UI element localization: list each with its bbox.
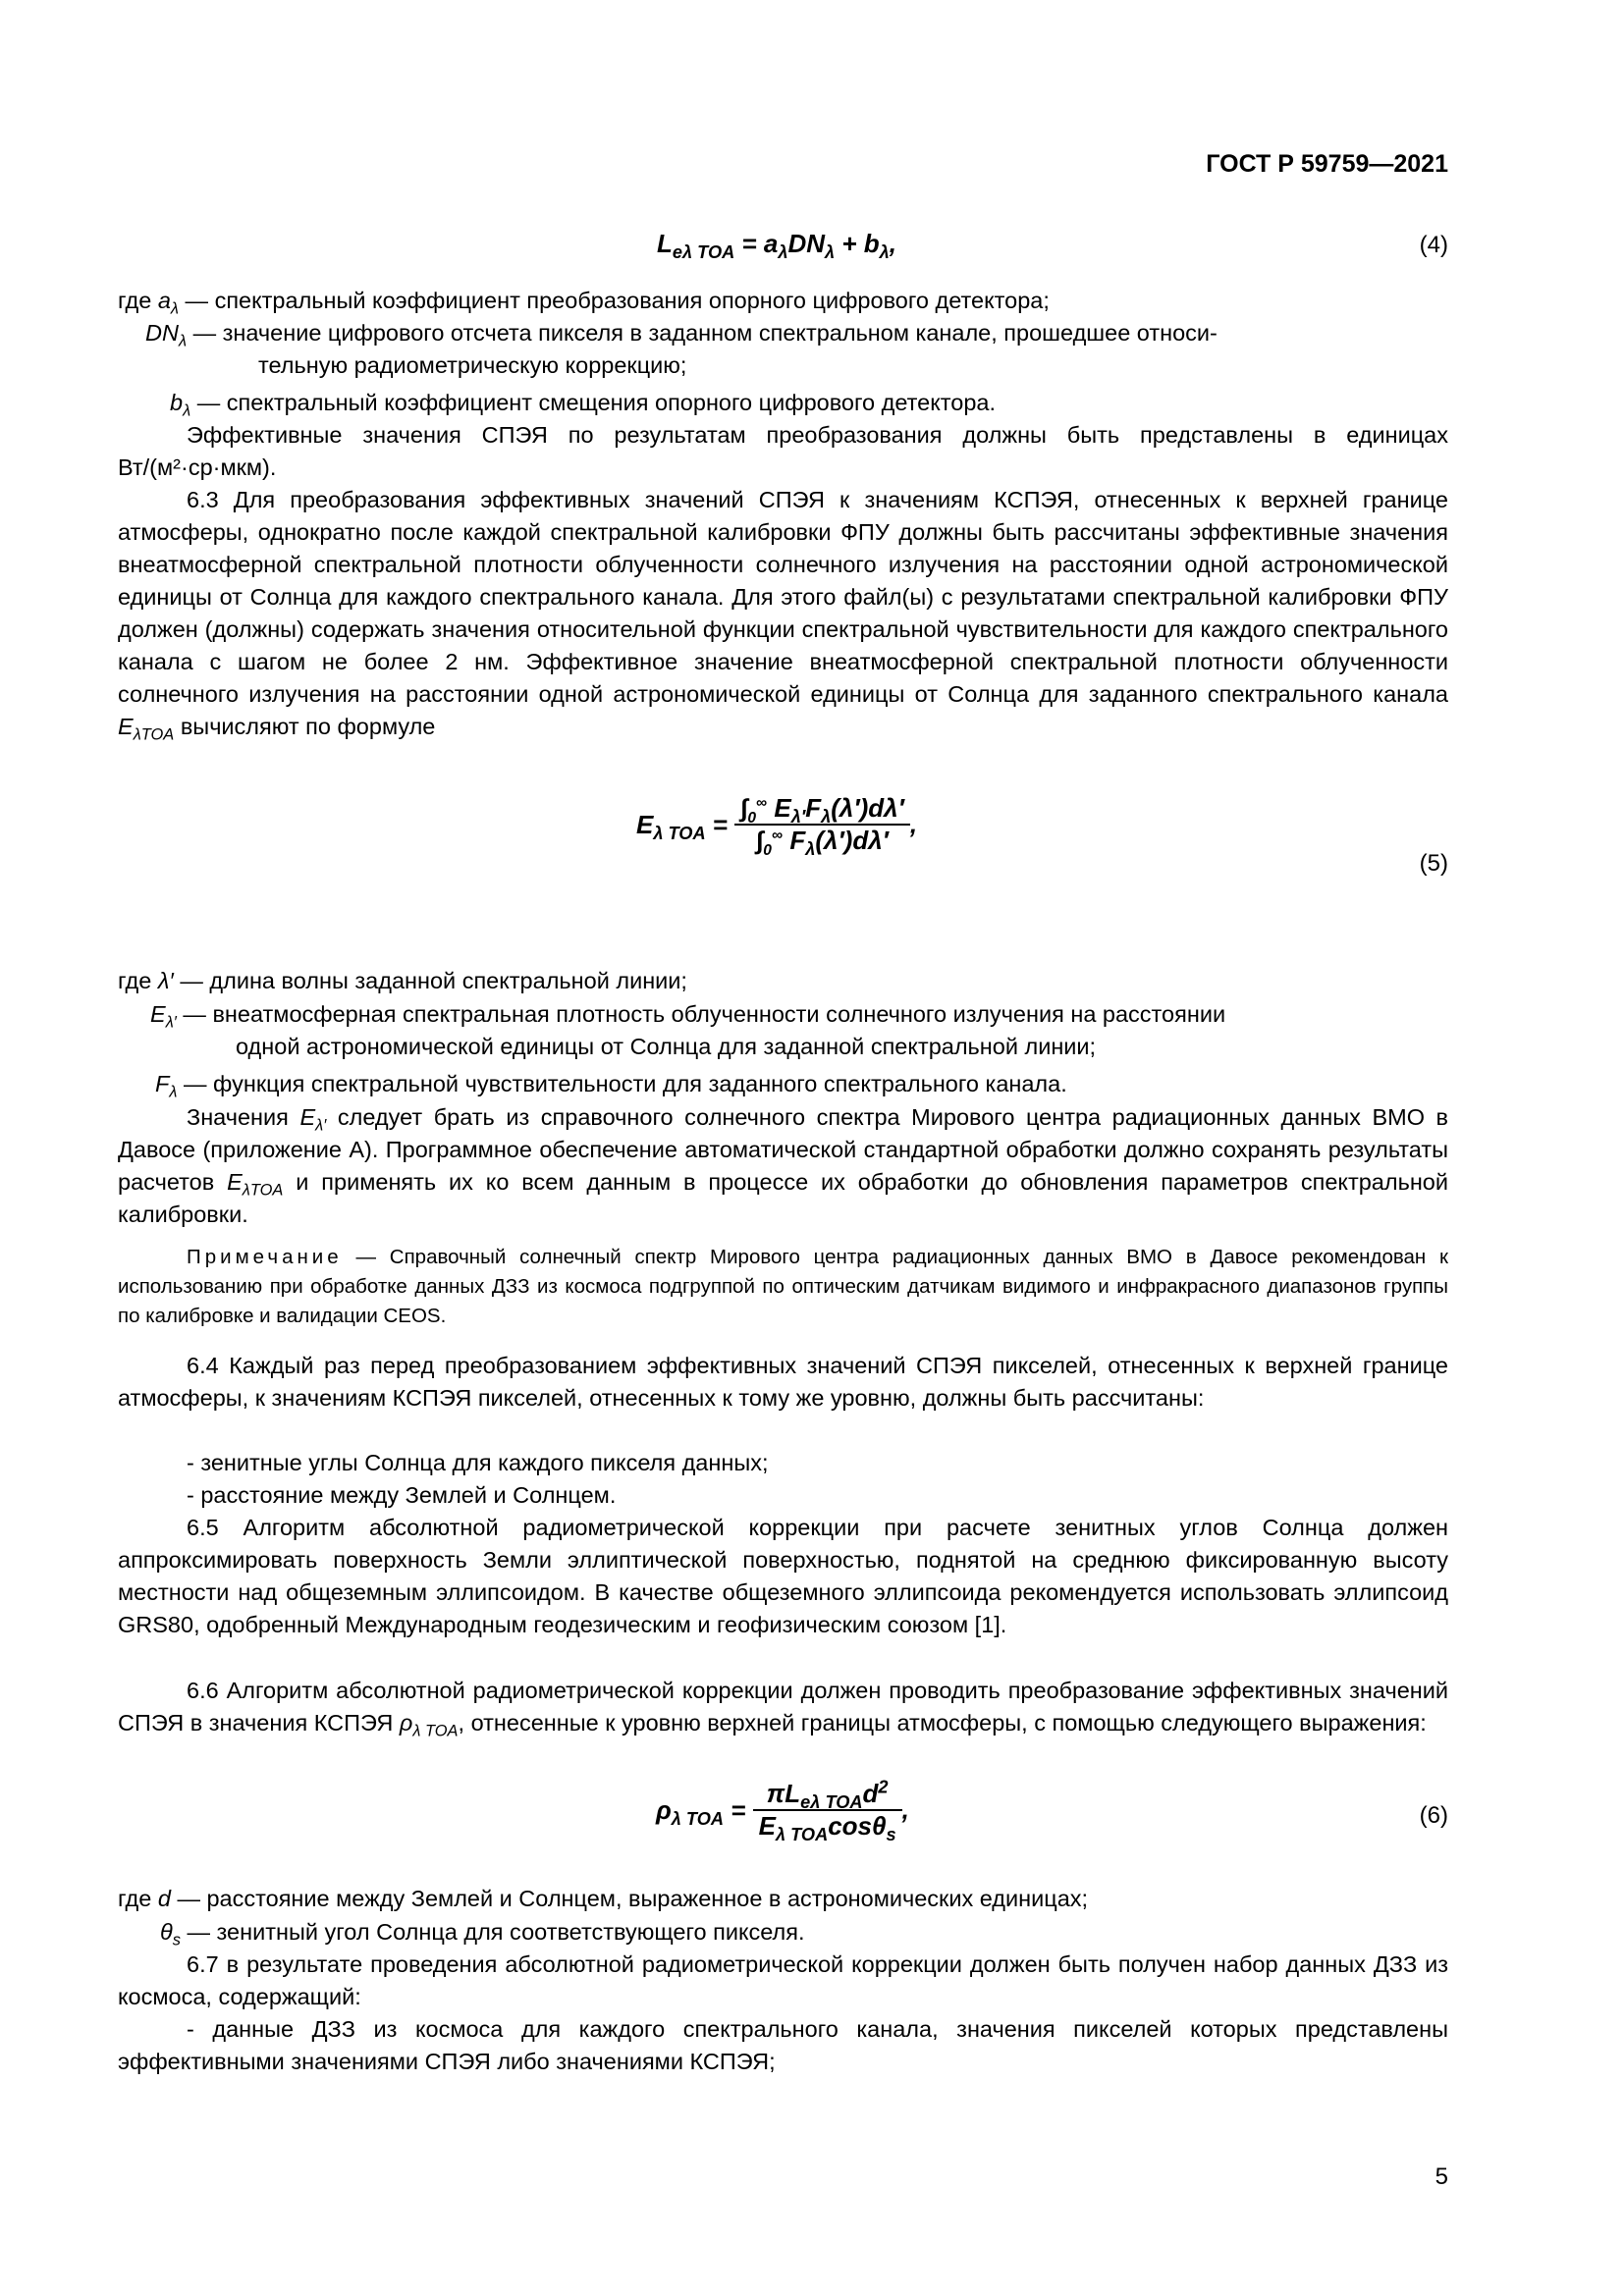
definition-f-lambda: $F_\lambda$ — функция спектральной чувствительности для заданного спектрального канала.	[155, 1071, 1067, 1101]
definition-lambda: где λ′ — длина волны заданной спектральной линии;	[118, 968, 687, 993]
equation-5-number: (5)	[1419, 850, 1448, 877]
document-header: ГОСТ Р 59759—2021	[1206, 150, 1448, 178]
paragraph-6-7: 6.7 в результате проведения абсолютной радиометрической коррекции должен быть получен набор данных ДЗЗ из космоса, содержащий:	[118, 1951, 1448, 2009]
definition-dn-continued: тельную радиометрическую коррекцию;	[258, 352, 687, 378]
equation-4-number: (4)	[1419, 232, 1448, 258]
equation-6-number: (6)	[1419, 1802, 1448, 1829]
definition-text: значение цифрового отсчета пикселя в заданном спектральном канале, прошедшее относи-	[222, 320, 1218, 346]
equation-4: $L_{e\lambda TOA} = a_\lambda DN_\lambda + b_\lambda$,	[657, 229, 897, 263]
definition-text: спектральный коэффициент смещения опорного цифрового детектора.	[226, 390, 997, 415]
paragraph-6-4: 6.4 Каждый раз перед преобразованием эффективных значений СПЭЯ пикселей, отнесенных к верхней границе атмосферы, к значениям КСПЭЯ пикселей, отнесенных к тому же уровню, должны быть рассчитаны:	[118, 1353, 1448, 1411]
list-item: - зенитные углы Солнца для каждого пикселя данных;	[187, 1450, 769, 1475]
where-label: где	[118, 288, 152, 313]
paragraph-values: Значения $E_{\lambda'}$ следует брать из справочного солнечного спектра Мирового центра радиационных данных ВМО в Давосе (приложение А). Программное обеспечение автоматической стандартной обработки должно сохранять результаты расчетов $E_{\lambda TOA}$ и применять их ко всем данным в процессе их обработки до обновления параметров спектральной калибровки.	[118, 1104, 1449, 1227]
definition-text: спектральный коэффициент преобразования опорного цифрового детектора;	[214, 288, 1050, 313]
definition-d: где d — расстояние между Землей и Солнцем, выраженное в астрономических единицах;	[118, 1886, 1089, 1911]
equation-5: $E_{\lambda TOA}$ = $\frac{\int_0^\infty E_{\lambda'}F_\lambda(\lambda')d\lambda'}{\int_0^\infty F_\lambda(\lambda')d\lambda'}$ ,	[636, 793, 918, 860]
definition-e-lambda-continued: одной астрономической единицы от Солнца для заданной спектральной линии;	[236, 1034, 1097, 1059]
document-page	[118, 0, 1448, 2296]
page-number: 5	[1435, 2163, 1448, 2190]
definition-theta: $\theta_s$ — зенитный угол Солнца для соответствующего пикселя.	[160, 1919, 805, 1949]
definition-e-lambda: $E_{\lambda'}$ — внеатмосферная спектральная плотность облученности солнечного излучения на расстоянии	[150, 1001, 1226, 1032]
equation-6: $\rho_{\lambda TOA}$ = $\frac{\pi L_{e\lambda TOA}d^2}{E_{\lambda TOA}\cos\theta_s}$ ,	[656, 1777, 909, 1845]
paragraph-units: Эффективные значения СПЭЯ по результатам преобразования должны быть представлены в единицах Вт/(м²·ср·мкм).	[118, 422, 1448, 480]
paragraph-6-6: 6.6 Алгоритм абсолютной радиометрической коррекции должен проводить преобразование эффективных значений СПЭЯ в значения КСПЭЯ $\rho_{\lambda TOA}$, отнесенные к уровню верхней границы атмосферы, с помощью следующего выражения:	[118, 1678, 1448, 1740]
paragraph-6-5: 6.5 Алгоритм абсолютной радиометрической коррекции при расчете зенитных углов Солнца должен аппроксимировать поверхность Земли эллиптической поверхностью, поднятой на среднюю фиксированную высоту местности над общеземным эллипсоидом. В качестве общеземного эллипсоида рекомендуется использовать эллипсоид GRS80, одобренный Международным геодезическим и геофизическим союзом [1].	[118, 1515, 1448, 1637]
definition-a: где $a_\lambda$ — спектральный коэффициент преобразования опорного цифрового детектора;	[118, 288, 1050, 318]
definition-dn: $DN_\lambda$ — значение цифрового отсчета пикселя в заданном спектральном канале, прошедшее относи-	[145, 320, 1218, 350]
paragraph-6-3: 6.3 Для преобразования эффективных значений СПЭЯ к значениям КСПЭЯ, отнесенных к верхней границе атмосферы, однократно после каждой спектральной калибровки ФПУ должны быть рассчитаны эффективные значения внеатмосферной спектральной плотности облученности солнечного излучения на расстоянии одной астрономической единицы от Солнца для каждого спектрального канала. Для этого файл(ы) с результатами спектральной калибровки ФПУ должен (должны) содержать значения относительной функции спектральной чувствительности для каждого спектрального канала с шагом не более 2 нм. Эффективное значение внеатмосферной спектральной плотности облученности солнечного излучения на расстоянии одной астрономической единицы от Солнца для заданного спектрального канала $E_{\lambda TOA}$ вычисляют по формуле	[118, 487, 1448, 744]
note-text: — Справочный солнечный спектр Мирового центра радиационных данных ВМО в Давосе рекомендован к использованию при обработке данных ДЗЗ из космоса подгруппой по оптическим датчикам видимого и инфракрасного диапазонов группы по калибровке и валидации CEOS.	[118, 1246, 1448, 1327]
note-block	[118, 1243, 1448, 1331]
list-item: - данные ДЗЗ из космоса для каждого спектрального канала, значения пикселей которых представлены эффективными значениями СПЭЯ либо значениями КСПЭЯ;	[118, 2016, 1448, 2074]
definition-b: $b_\lambda$ — спектральный коэффициент смещения опорного цифрового детектора.	[170, 390, 997, 420]
note-label: Примечание	[187, 1246, 343, 1268]
list-item: - расстояние между Землей и Солнцем.	[187, 1482, 617, 1508]
